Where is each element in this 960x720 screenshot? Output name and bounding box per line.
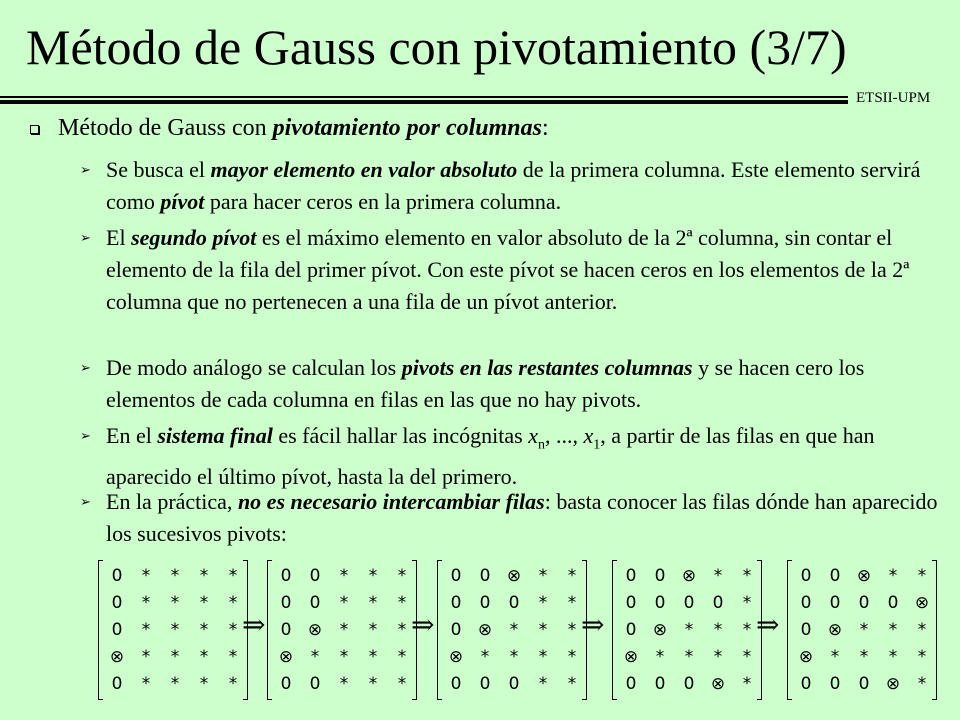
matrix-cell: *: [567, 566, 577, 586]
matrix-cell: *: [742, 620, 752, 640]
matrix-cell: *: [170, 593, 180, 613]
matrix-cell: 0: [625, 674, 637, 694]
matrix-cell: *: [538, 674, 548, 694]
matrix-cell: 0: [450, 593, 462, 613]
matrix-cell: *: [567, 647, 577, 667]
matrix-cell: ⊗: [798, 647, 814, 667]
matrix-cell: 0: [858, 674, 870, 694]
matrix-cell: 0: [829, 593, 841, 613]
matrix-left-bracket: [267, 560, 272, 700]
matrix-cell: *: [170, 566, 180, 586]
matrix-cell: ⊗: [885, 674, 901, 694]
arrow-bullet-icon: ➢: [80, 360, 91, 375]
matrix-cell: *: [228, 593, 238, 613]
matrix-cell: 0: [111, 566, 123, 586]
matrix-cell: *: [228, 647, 238, 667]
matrix-cell: 0: [508, 674, 520, 694]
matrix-cell: *: [917, 566, 927, 586]
matrix-cell: 0: [829, 674, 841, 694]
matrix-cell: *: [567, 593, 577, 613]
matrix-cell: *: [888, 647, 898, 667]
matrix-cell: 0: [479, 566, 491, 586]
point-1: Se busca el mayor elemento en valor absoluto de la primera columna. Este elemento servirá como pívot para hacer ceros en la primera columna.: [106, 157, 921, 214]
arrow-bullet-icon: ➢: [80, 230, 91, 245]
arrow-bullet-icon: ➢: [80, 494, 91, 509]
matrix-cell: 0: [280, 674, 292, 694]
matrix-cell: 0: [800, 674, 812, 694]
matrix-cell: *: [859, 647, 869, 667]
matrix-cell: ⊗: [448, 647, 464, 667]
matrix-cell: *: [859, 620, 869, 640]
matrix-cell: *: [567, 674, 577, 694]
matrix-left-bracket: [98, 560, 103, 700]
arrow-bullet-icon: ➢: [80, 428, 91, 443]
matrix-cell: *: [538, 647, 548, 667]
matrix-cell: 0: [508, 593, 520, 613]
matrix-cell: 0: [111, 620, 123, 640]
matrix-cell: 0: [625, 593, 637, 613]
matrix-cell: *: [509, 620, 519, 640]
matrix-cell: 0: [479, 674, 491, 694]
matrix-cell: *: [141, 674, 151, 694]
matrix-cell: ⊗: [681, 566, 697, 586]
implies-arrow-icon: ⇒: [411, 608, 435, 641]
matrix-cell: 0: [858, 593, 870, 613]
matrix-cell: *: [339, 566, 349, 586]
title-rule-thick: [0, 100, 848, 104]
matrix-cell: ⊗: [278, 647, 294, 667]
matrix-cell: *: [888, 620, 898, 640]
matrix-cell: *: [228, 620, 238, 640]
matrix-cell: *: [538, 593, 548, 613]
matrix-left-bracket: [787, 560, 792, 700]
matrix-cell: *: [339, 647, 349, 667]
matrix-cell: *: [199, 593, 209, 613]
matrix-cell: *: [397, 593, 407, 613]
matrix-cell: ⊗: [307, 620, 323, 640]
matrix-cell: *: [567, 620, 577, 640]
matrix-5: [787, 560, 937, 698]
matrix-cell: 0: [683, 674, 695, 694]
matrix-cell: 0: [309, 593, 321, 613]
matrix-cell: 0: [280, 620, 292, 640]
matrix-cell: ⊗: [477, 620, 493, 640]
matrix-cell: *: [141, 647, 151, 667]
matrix-cell: *: [339, 674, 349, 694]
matrix-cell: *: [368, 647, 378, 667]
matrix-cell: 0: [887, 593, 899, 613]
matrix-cell: ⊗: [652, 620, 668, 640]
matrix-cell: 0: [654, 566, 666, 586]
matrix-cell: *: [339, 593, 349, 613]
matrix-cell: 0: [829, 566, 841, 586]
matrix-cell: *: [141, 566, 151, 586]
point-2: El segundo pívot es el máximo elemento en valor absoluto de la 2ª columna, sin contar el elemento de la fila del primer pívot. Con este pívot se hacen ceros en los elementos de la 2ª columna que no pertenecen a una fila de un pívot anterior.: [106, 225, 910, 314]
matrix-cell: *: [397, 620, 407, 640]
matrix-2: [267, 560, 417, 698]
matrix-cell: 0: [625, 620, 637, 640]
matrix-cell: *: [538, 566, 548, 586]
matrix-cell: *: [170, 620, 180, 640]
institution-label: ETSII-UPM: [856, 90, 931, 106]
matrix-cell: *: [141, 593, 151, 613]
matrix-cell: 0: [712, 593, 724, 613]
matrix-cell: *: [713, 647, 723, 667]
matrix-cell: *: [170, 674, 180, 694]
matrix-cell: *: [199, 647, 209, 667]
matrix-cell: ⊗: [623, 647, 639, 667]
matrix-cell: 0: [111, 674, 123, 694]
matrix-3: [437, 560, 587, 698]
matrix-cell: 0: [280, 593, 292, 613]
matrix-cell: *: [228, 674, 238, 694]
matrix-cell: 0: [654, 674, 666, 694]
matrix-cell: *: [339, 620, 349, 640]
matrix-cell: *: [713, 620, 723, 640]
matrix-cell: *: [368, 593, 378, 613]
matrix-cell: *: [368, 620, 378, 640]
slide-title: Método de Gauss con pivotamiento (3/7): [26, 19, 847, 75]
point-5: En la práctica, no es necesario intercambiar filas: basta conocer las filas dónde han aparecido los sucesivos pivots:: [106, 489, 938, 546]
matrix-cell: *: [509, 647, 519, 667]
matrix-cell: 0: [479, 593, 491, 613]
matrix-cell: 0: [280, 566, 292, 586]
matrix-cell: *: [397, 566, 407, 586]
matrix-cell: 0: [450, 620, 462, 640]
matrix-cell: *: [368, 674, 378, 694]
matrix-cell: *: [684, 620, 694, 640]
matrix-cell: *: [917, 620, 927, 640]
matrix-cell: ⊗: [109, 647, 125, 667]
matrix-cell: 0: [111, 593, 123, 613]
matrix-cell: 0: [450, 674, 462, 694]
matrix-cell: *: [713, 566, 723, 586]
matrix-cell: 0: [800, 593, 812, 613]
matrix-cell: *: [684, 647, 694, 667]
matrix-cell: *: [170, 647, 180, 667]
matrix-cell: *: [538, 620, 548, 640]
matrix-cell: *: [888, 566, 898, 586]
matrix-cell: *: [368, 566, 378, 586]
matrix-cell: 0: [683, 593, 695, 613]
matrix-cell: *: [397, 647, 407, 667]
point-3: De modo análogo se calculan los pivots en las restantes columnas y se hacen cero los elementos de cada columna en filas en las que no hay pivots.: [106, 355, 865, 412]
matrix-cell: ⊗: [506, 566, 522, 586]
matrix-cell: *: [742, 647, 752, 667]
matrix-cell: 0: [309, 674, 321, 694]
point-4: En el sistema final es fácil hallar las incógnitas $x_n$, ..., $x_1$, a partir de las filas en que han aparecido el último pívot, hasta la del primero.: [106, 423, 875, 490]
matrix-4: [612, 560, 762, 698]
matrix-cell: 0: [450, 566, 462, 586]
matrix-cell: *: [397, 674, 407, 694]
matrix-cell: ⊗: [914, 593, 930, 613]
matrix-cell: *: [199, 620, 209, 640]
matrix-cell: *: [655, 647, 665, 667]
matrix-cell: *: [917, 674, 927, 694]
matrix-cell: 0: [625, 566, 637, 586]
implies-arrow-icon: ⇒: [242, 608, 266, 641]
matrix-cell: *: [199, 566, 209, 586]
matrix-cell: *: [480, 647, 490, 667]
matrix-cell: ⊗: [710, 674, 726, 694]
main-bullet-text: Método de Gauss con pivotamiento por columnas:: [58, 115, 549, 141]
matrix-cell: 0: [800, 566, 812, 586]
matrix-cell: *: [199, 674, 209, 694]
matrix-cell: 0: [800, 620, 812, 640]
matrix-cell: *: [742, 674, 752, 694]
implies-arrow-icon: ⇒: [756, 608, 780, 641]
square-bullet-icon: [30, 125, 39, 134]
matrix-cell: *: [742, 566, 752, 586]
matrix-cell: *: [310, 647, 320, 667]
matrix-cell: *: [141, 620, 151, 640]
matrix-left-bracket: [437, 560, 442, 700]
matrix-cell: *: [830, 647, 840, 667]
arrow-bullet-icon: ➢: [80, 162, 91, 177]
matrix-left-bracket: [612, 560, 617, 700]
matrix-cell: *: [917, 647, 927, 667]
matrix-cell: 0: [309, 566, 321, 586]
matrix-cell: *: [228, 566, 238, 586]
matrix-1: [98, 560, 248, 698]
matrix-cell: ⊗: [827, 620, 843, 640]
title-rule-thin: [0, 96, 848, 98]
matrix-cell: *: [742, 593, 752, 613]
matrix-cell: 0: [654, 593, 666, 613]
implies-arrow-icon: ⇒: [581, 608, 605, 641]
matrix-cell: ⊗: [856, 566, 872, 586]
